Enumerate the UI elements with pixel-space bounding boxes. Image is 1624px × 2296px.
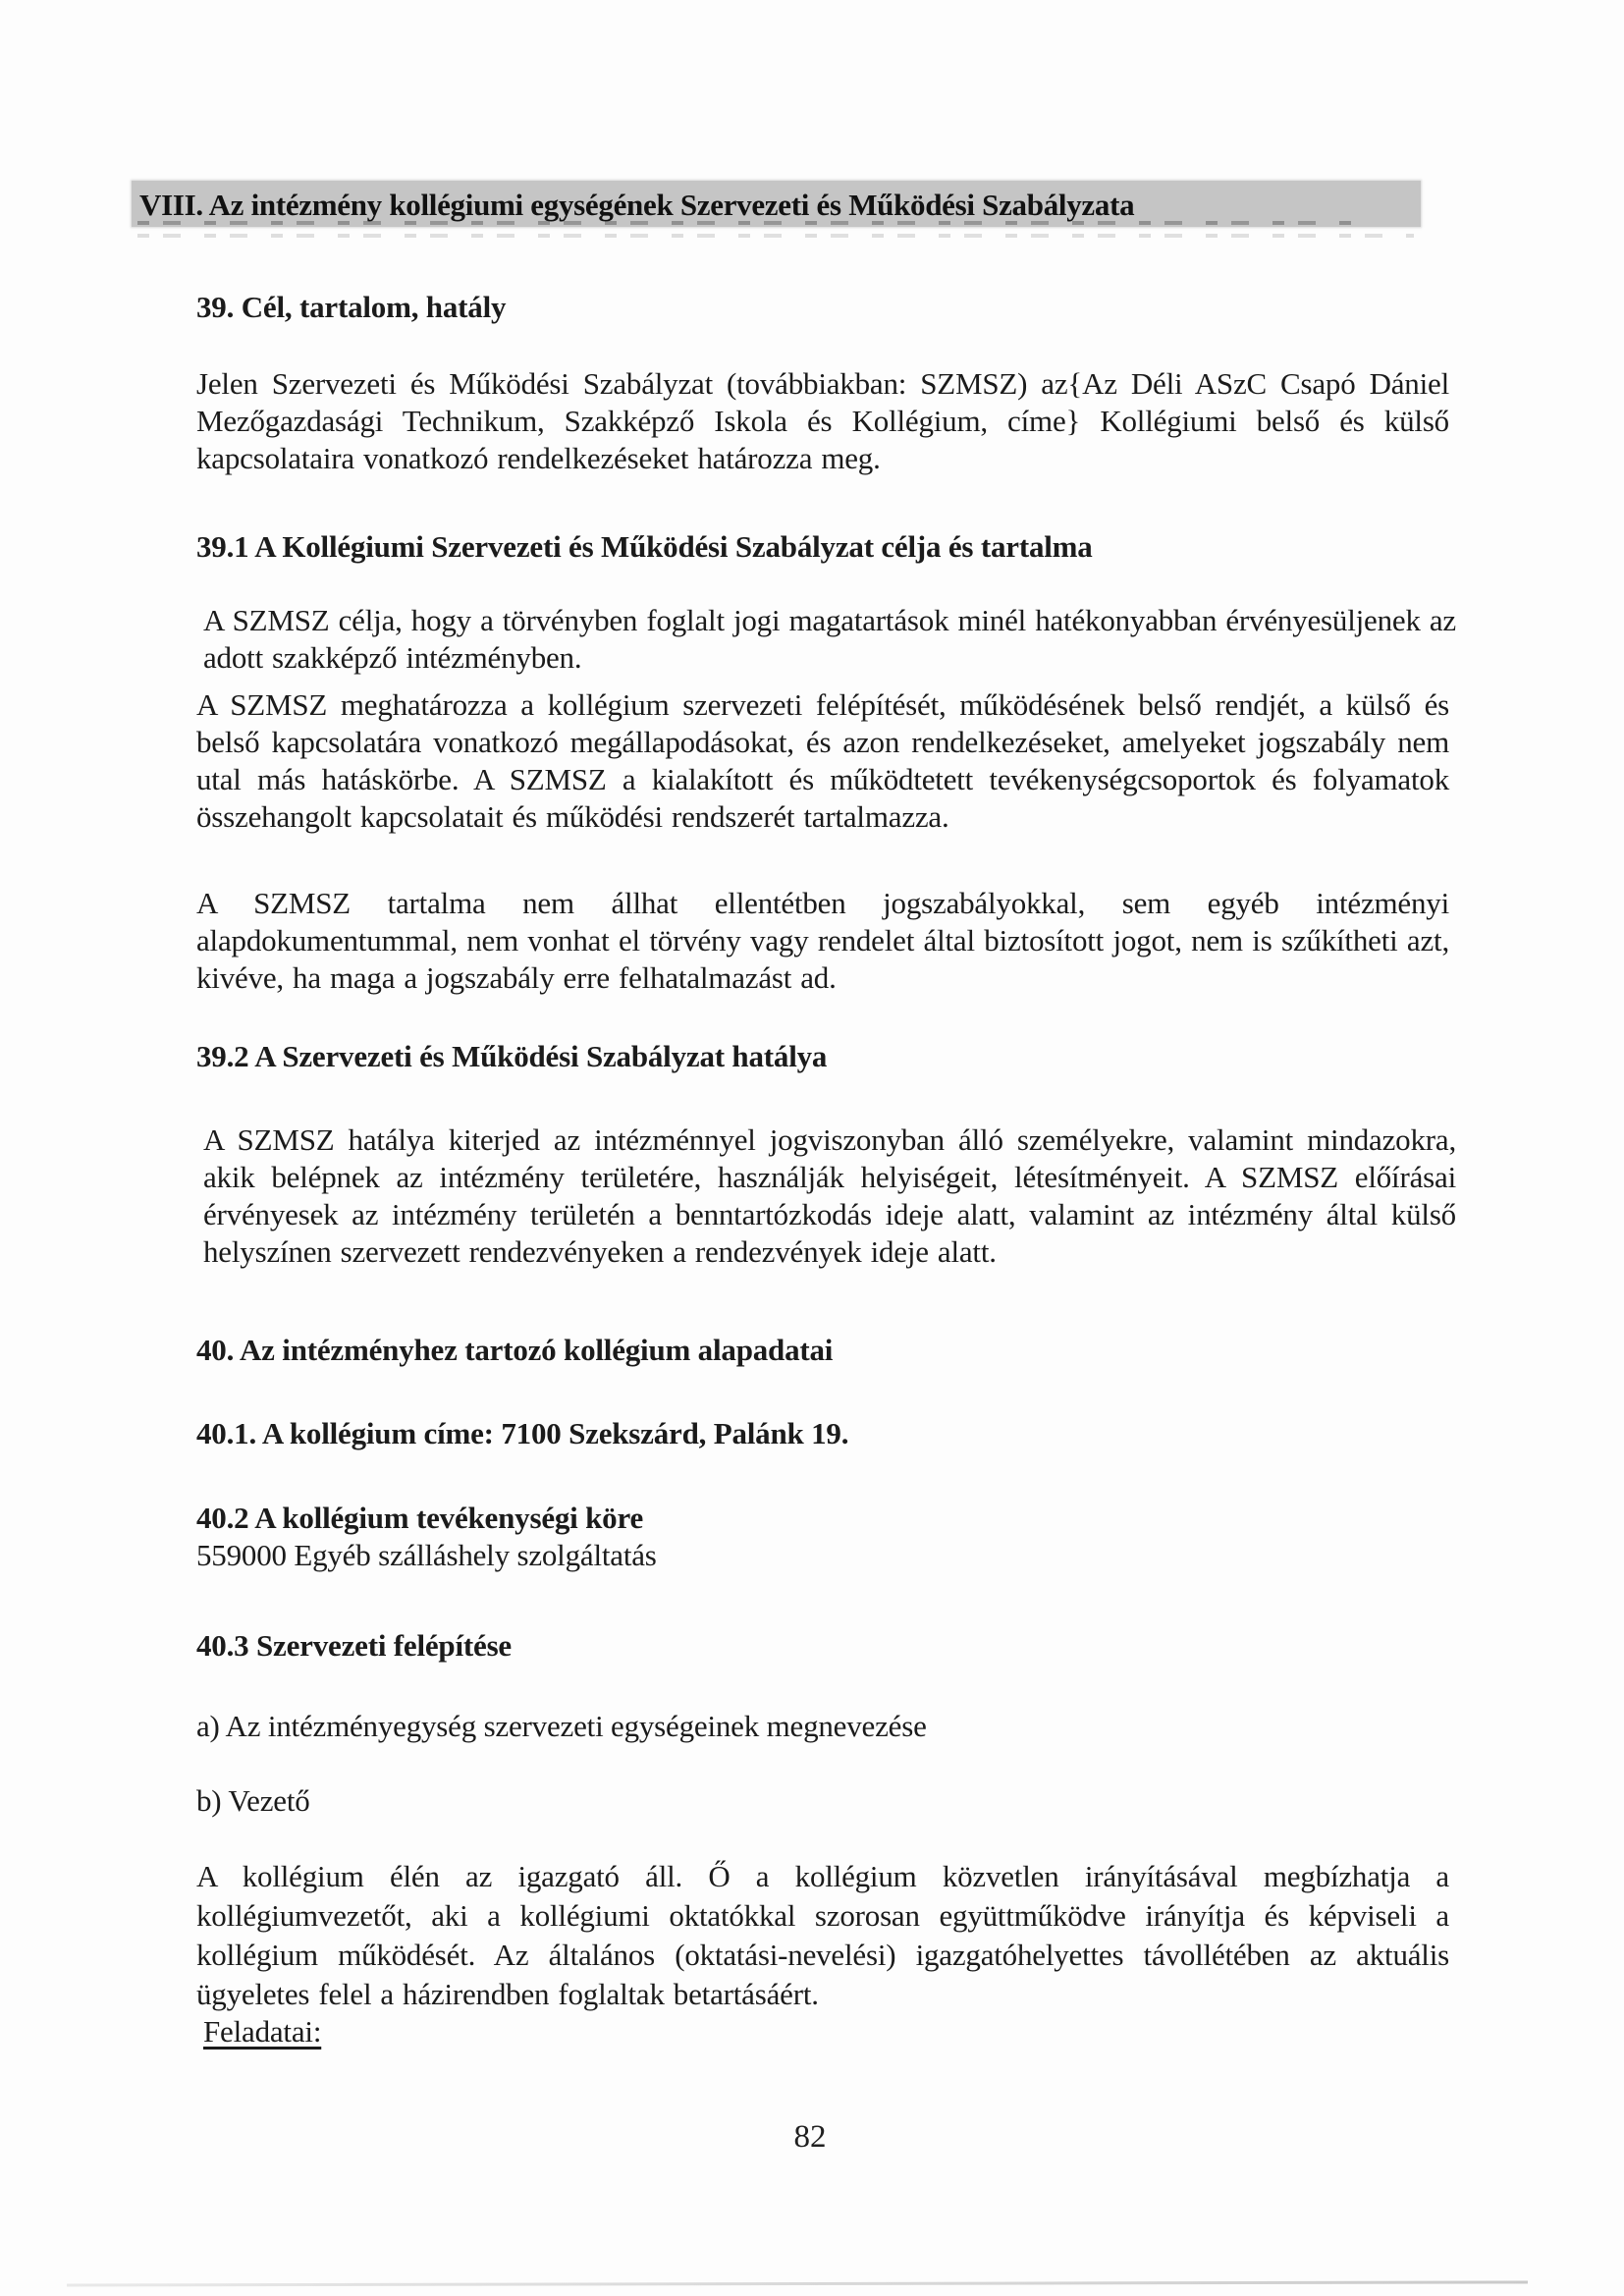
scan-artifact-line [67,2280,1528,2286]
chapter-title-bar [132,181,1421,227]
scan-artifact-dashes [137,221,1355,225]
section-40-3-item-a: a) Az intézményegység szervezeti egységeinek megnevezése [196,1709,927,1743]
section-40-2-heading: 40.2 A kollégium tevékenységi köre [196,1501,644,1535]
section-40-3-heading: 40.3 Szervezeti felépítése [196,1628,512,1663]
chapter-title: VIII. Az intézmény kollégiumi egységének Szervezeti és Működési Szabályzata [139,188,1135,222]
section-40-3-paragraph-1: A kollégium élén az igazgató áll. Ő a kollégium közvetlen irányításával megbízhatja a kollégiumvezetőt, aki a kollégiumi oktatókkal szorosan együttműködve irányítja és képviseli a kollégium működését. Az általános (oktatási-nevelési) igazgatóhelyettes távollétében az aktuális ügyeletes felel a házirendben foglaltak betartásáért. [196,1859,1449,2011]
section-39-heading: 39. Cél, tartalom, hatály [196,290,507,324]
section-39-1-paragraph-3: A SZMSZ tartalma nem állhat ellentétben jogszabályokkal, sem egyéb intézményi alapdokumentummal, nem vonhat el törvény vagy rendelet által biztosított jogot, nem is szűkítheti azt, kivéve, ha maga a jogszabály erre felhatalmazást ad. [196,886,1449,995]
section-39-1-paragraph-1: A SZMSZ célja, hogy a törvényben foglalt jogi magatartások minél hatékonyabban érvényesüljenek az adott szakképző intézményben. [203,603,1456,675]
section-39-intro-paragraph: Jelen Szervezeti és Működési Szabályzat (továbbiakban: SZMSZ) az{Az Déli ASzC Csapó Dániel Mezőgazdasági Technikum, Szakképző Iskola és Kollégium, címe} Kollégiumi belső és külső kapcsolataira vonatkozó rendelkezéseket határozza meg. [196,366,1449,475]
section-40-heading: 40. Az intézményhez tartozó kollégium alapadatai [196,1333,834,1367]
section-39-1-heading: 39.1 A Kollégiumi Szervezeti és Működési Szabályzat célja és tartalma [196,529,1093,564]
page-number: 82 [793,2119,827,2155]
section-39-1-paragraph-2: A SZMSZ meghatározza a kollégium szervezeti felépítését, működésének belső rendjét, a külső és belső kapcsolatára vonatkozó megállapodásokat, és azon rendelkezéseket, amelyeket jogszabály nem utal más hatáskörbe. A SZMSZ a kialakított és működtetett tevékenységcsoportok és folyamatok összehangolt kapcsolatait és működési rendszerét tartalmazza. [196,687,1449,834]
section-40-1-heading: 40.1. A kollégium címe: 7100 Szekszárd, Palánk 19. [196,1416,849,1450]
section-40-3-item-b: b) Vezető [196,1783,310,1818]
tasks-label: Feladatai: [203,2014,322,2049]
section-39-2-paragraph-1: A SZMSZ hatálya kiterjed az intézménnyel jogviszonyban álló személyekre, valamint mindazokra, akik belépnek az intézmény területére, használják helyiségeit, létesítményeit. A SZMSZ előírásai érvényesek az intézmény területén a benntartózkodás ideje alatt, valamint az intézmény által külső helyszínen szervezett rendezvényeken a rendezvények ideje alatt. [203,1122,1456,1269]
section-39-2-heading: 39.2 A Szervezeti és Működési Szabályzat hatálya [196,1039,828,1073]
section-40-2-activity-line: 559000 Egyéb szálláshely szolgáltatás [196,1538,657,1572]
scan-artifact-dashes [137,234,1414,238]
